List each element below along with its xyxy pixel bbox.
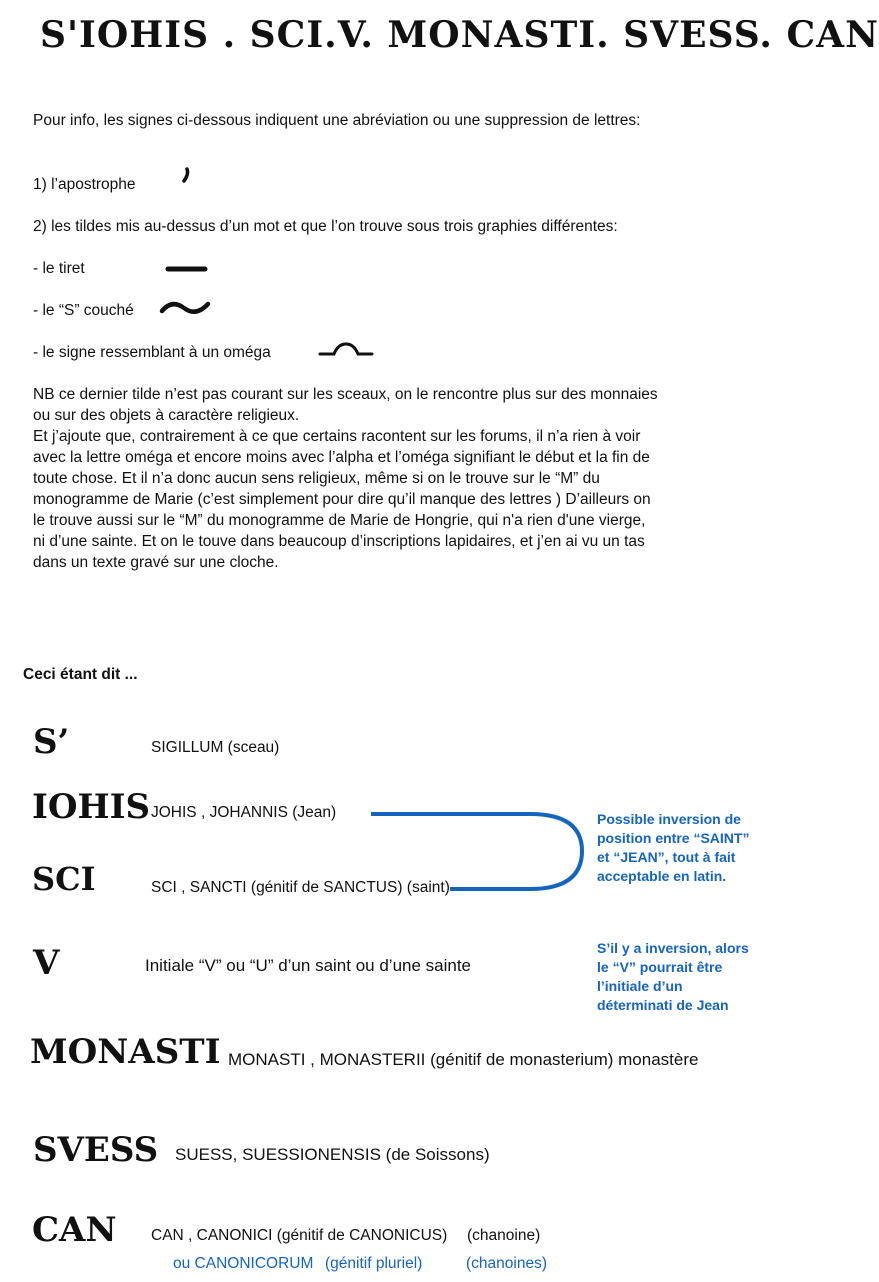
row-johis: JOHIS , JOHANNIS (Jean)	[151, 804, 337, 821]
glyph-sci: SCI	[32, 860, 96, 898]
ajoute-paragraph: Et j’ajoute que, contrairement à ce que certains racontent sur les forums, il n’a rien à voir avec la lettre oméga et encore moins avec l’alpha et l’oméga signifiant le début et la fin de toute chose. Et il n’a donc aucun sens religieux, même si on le trouve sur le “M” du monogramme de Marie (c’est simplement pour dire qu’il manque des lettres ) D’ailleurs on le trouve aussi sur le “M” du monogramme de Marie de Hongrie, qui n'a rien d'une vierge, ni d’une sainte. Et on le touve dans beaucoup d’inscriptions lapidaires, et j’en ai vu un tas dans un texte gravé sur une cloche.	[33, 428, 651, 571]
inscription-title: S'IOHIS . SCI.V. MONASTI. SVESS. CAN	[40, 14, 879, 56]
row-suess: SUESS, SUESSIONENSIS (de Soissons)	[175, 1145, 490, 1164]
row-initiale: Initiale “V” ou “U” d’un saint ou d’une sainte	[145, 956, 472, 975]
inversion-v-note: S’il y a inversion, alors le “V” pourrait être l’initiale d’un déterminati de Jean	[597, 940, 749, 1013]
can-chanoines: (chanoines)	[466, 1255, 547, 1272]
omega-label: - le signe ressemblant à un oméga	[33, 344, 271, 361]
row-monasti: MONASTI , MONASTERII (génitif de monasterium) monastère	[228, 1050, 699, 1069]
glyph-iohis: IOHIS	[32, 787, 151, 827]
inversion-connector	[360, 800, 600, 900]
glyph-monasti: MONASTI	[30, 1032, 221, 1072]
can-genitif-pluriel: (génitif pluriel)	[325, 1255, 423, 1272]
s-couche-label: - le “S” couché	[33, 302, 134, 319]
glyph-v: V	[33, 943, 60, 983]
glyph-can: CAN	[32, 1210, 117, 1250]
nb-paragraph: NB ce dernier tilde n’est pas courant sur les sceaux, on le rencontre plus sur des monnaies ou sur des objets à caractère religieux.	[33, 386, 658, 424]
inversion-note: Possible inversion de position entre “SAINT” et “JEAN”, tout à fait acceptable en latin.	[597, 811, 750, 884]
tiret-label: - le tiret	[33, 260, 85, 277]
apostrophe-sign-icon	[178, 166, 194, 186]
glyph-s: S’	[33, 722, 70, 762]
can-plural: ou CANONICORUM	[173, 1255, 314, 1272]
apostrophe-label: 1) l’apostrophe	[33, 176, 136, 193]
glyph-svess: SVESS	[33, 1130, 159, 1170]
row-sci: SCI , SANCTI (génitif de SANCTUS) (saint)	[151, 879, 450, 896]
row-can: CAN , CANONICI (génitif de CANONICUS)	[151, 1227, 448, 1244]
s-tilde-icon	[158, 296, 212, 320]
dash-tilde-icon	[165, 262, 209, 276]
row-sigillum: SIGILLUM (sceau)	[151, 739, 280, 756]
tildes-label: 2) les tildes mis au-dessus d’un mot et que l’on trouve sous trois graphies différentes:	[33, 218, 618, 235]
omega-tilde-icon	[318, 340, 374, 360]
ceci-heading: Ceci étant dit ...	[23, 666, 138, 683]
intro-paragraph: Pour info, les signes ci-dessous indiquent une abréviation ou une suppression de lettres:	[33, 112, 641, 129]
row-can-chanoine: (chanoine)	[467, 1227, 541, 1244]
